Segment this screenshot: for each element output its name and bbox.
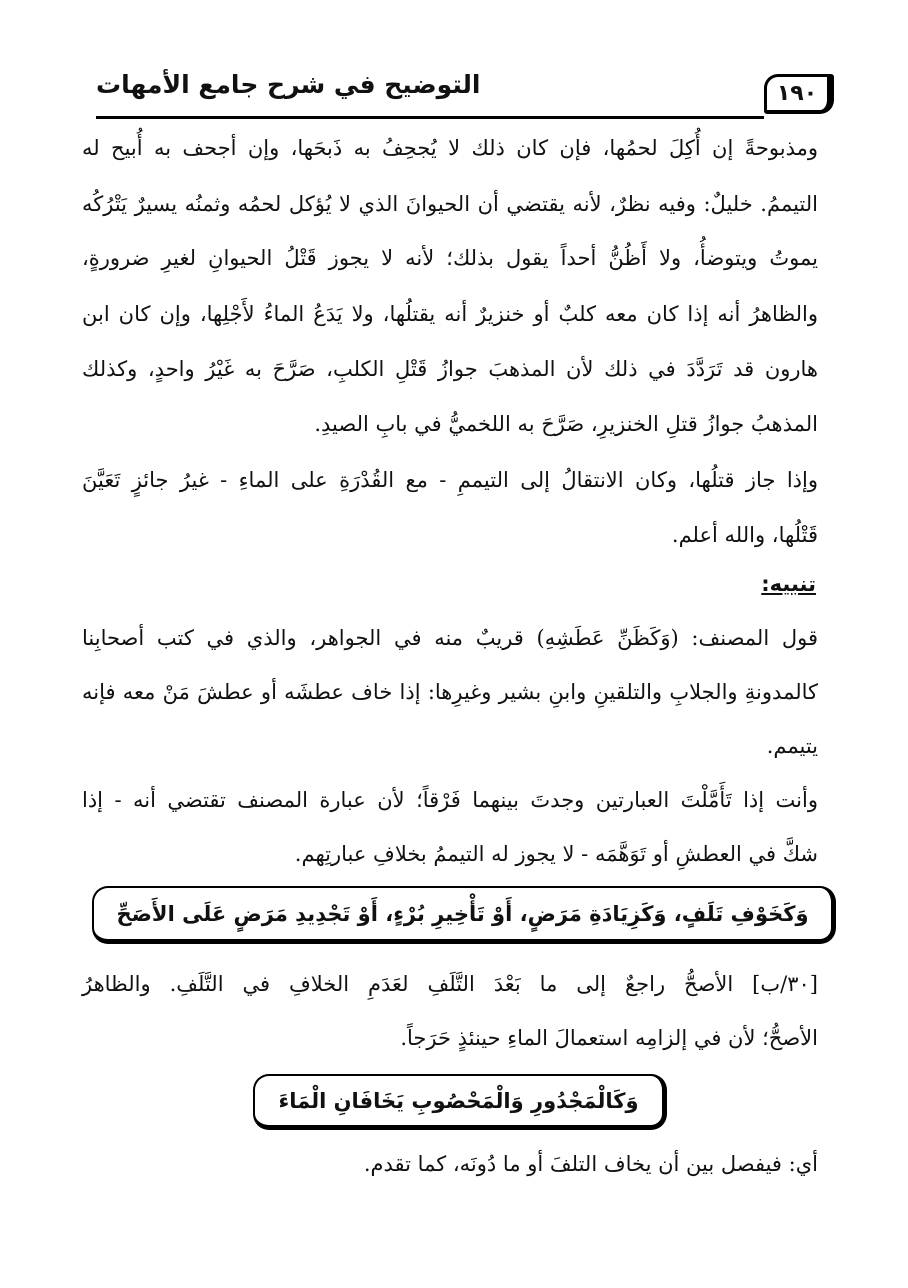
text-line: ومذبوحةً إن أُكِلَ لحمُها، فإن كان ذلك لا يُجحِفُ به ذَبحَها، وإن أجحف به أُبيح له bbox=[82, 136, 818, 160]
section-heading: تنبيه: bbox=[761, 572, 816, 596]
text-line: يتيمم. bbox=[766, 734, 818, 758]
text-line: كالمدونةِ والجلابِ والتلقينِ وابنِ بشير وغيرِها: إذا خاف عطشَه أو عطشَ مَنْ معه فإنه bbox=[82, 680, 818, 704]
text-line: وأنت إذا تَأَمَّلْتَ العبارتين وجدتَ بينهما فَرْقاً؛ لأن عبارة المصنف تقتضي أنه - إذا bbox=[82, 788, 818, 812]
matn-box bbox=[92, 886, 836, 944]
page-number-badge bbox=[764, 74, 834, 114]
text-line: الأصحُّ؛ لأن في إلزامِه استعمالَ الماءِ حينئذٍ حَرَجاً. bbox=[400, 1026, 818, 1050]
text-line: قَتْلُها، والله أعلم. bbox=[671, 523, 818, 547]
text-line: أي: فيفصل بين أن يخاف التلفَ أو ما دُونَه، كما تقدم. bbox=[363, 1152, 818, 1176]
matn-box bbox=[253, 1074, 667, 1130]
header-rule bbox=[96, 116, 764, 119]
text-line: التيممُ. خليلٌ: وفيه نظرٌ، لأنه يقتضي أن الحيوانَ الذي لا يُؤكل لحمُه وثمنُه يسيرٌ يَتْرُكُه bbox=[82, 192, 818, 216]
text-line: [٣٠/ب] الأصحُّ راجعٌ إلى ما بَعْدَ التَّلَفِ لعَدَمِ الخلافِ في التَّلَفِ. والظاهرُ bbox=[82, 972, 818, 996]
matn-text: وَكَالْمَجْدُورِ وَالْمَحْصُوبِ يَخَافَانِ الْمَاءَ bbox=[278, 1088, 639, 1113]
text-line: وإذا جاز قتلُها، وكان الانتقالُ إلى التيممِ - مع القُدْرَةِ على الماءِ - غيرُ جائزٍ تَعَيَّنَ bbox=[82, 468, 818, 492]
text-line: شكَّ في العطشِ أو تَوَهَّمَه - لا يجوز له التيممُ بخلافِ عبارتِهم. bbox=[294, 842, 818, 866]
page-header bbox=[96, 66, 836, 124]
text-line: هارون قد تَرَدَّدَ في ذلك لأن المذهبَ جوازُ قَتْلِ الكلبِ، صَرَّحَ به غَيْرُ واحدٍ، وكذلك bbox=[82, 357, 818, 381]
text-line: يموتُ ويتوضأُ، ولا أَظُنُّ أحداً يقول بذلك؛ لأنه لا يجوز قَتْلُ الحيوانِ لغيرِ ضرورةٍ، bbox=[82, 246, 818, 270]
page-number: ١٩٠ bbox=[776, 81, 818, 106]
running-title: التوضيح في شرح جامع الأمهات bbox=[96, 70, 481, 99]
text-line: والظاهرُ أنه إذا كان معه كلبٌ أو خنزيرٌ أنه يقتلُها، ولا يَدَعُ الماءُ لأَجْلِها، وإن كان ابن bbox=[82, 302, 818, 326]
text-line: المذهبُ جوازُ قتلِ الخنزيرِ، صَرَّحَ به اللخميُّ في بابِ الصيدِ. bbox=[314, 412, 818, 436]
matn-text: وَكَخَوْفِ تَلَفٍ، وَكَزِيَادَةِ مَرَضٍ، أَوْ تَأْخِيرِ بُرْءٍ، أَوْ تَجْدِيدِ مَرَضٍ عَلَى الأَصَحِّ bbox=[116, 901, 809, 926]
text-line: قول المصنف: (وَكَظَنِّ عَطَشِهِ) قريبٌ منه في الجواهر، والذي في كتب أصحابِنا bbox=[82, 626, 818, 650]
